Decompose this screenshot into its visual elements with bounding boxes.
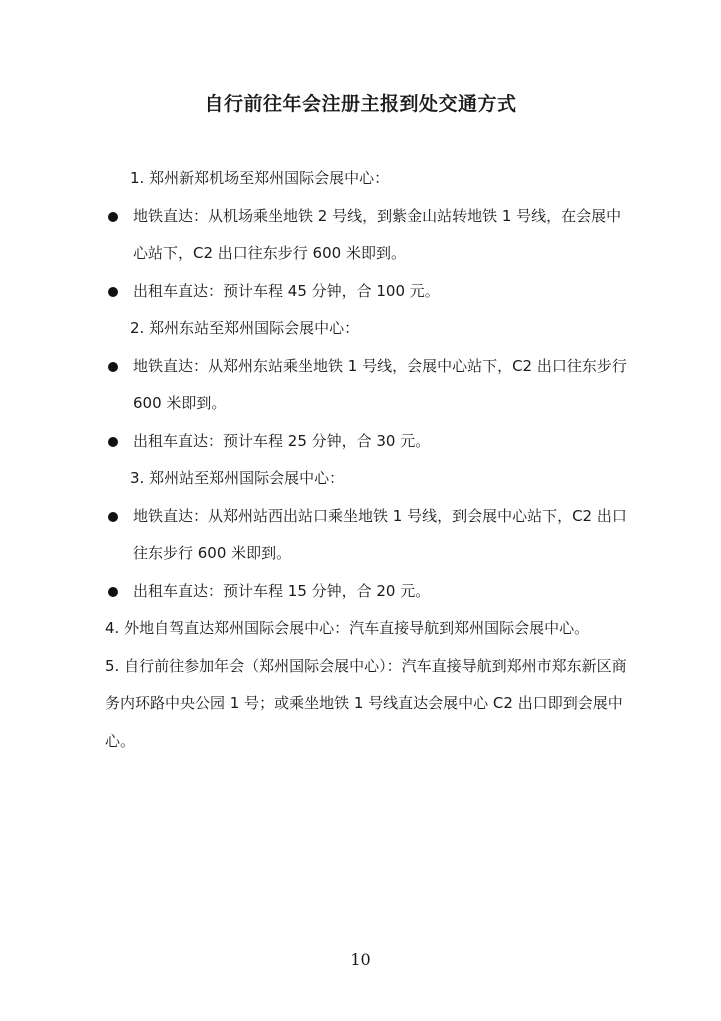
list-item-text: 地铁直达：从郑州东站乘坐地铁 1 号线，会展中心站下，C2 出口往东步行 600 米即到。 — [133, 356, 627, 412]
section-annual-meeting: 5. 自行前往参加年会（郑州国际会展中心）：汽车直接导航到郑州市郑东新区商务内环路中央公园 1 号；或乘坐地铁 1 号线直达会展中心 C2 出口即到会展中心。 — [105, 656, 627, 750]
list-item-text: 出租车直达：预计车程 45 分钟，合 100 元。 — [133, 281, 440, 300]
page-number: 10 — [350, 950, 371, 969]
document-body — [105, 160, 635, 760]
bullet-dot-icon — [108, 437, 118, 447]
list-item-east-station-metro — [105, 348, 635, 423]
list-item-airport-taxi — [105, 273, 635, 311]
bullet-dot-icon — [108, 362, 118, 372]
list-item-text: 出租车直达：预计车程 25 分钟，合 30 元。 — [133, 431, 431, 450]
section-heading-zhengzhou-station: 3. 郑州站至郑州国际会展中心： — [130, 469, 345, 487]
bullet-dot-icon — [108, 287, 118, 297]
section-self-drive: 4. 外地自驾直达郑州国际会展中心：汽车直接导航到郑州国际会展中心。 — [105, 619, 590, 637]
list-item-text: 地铁直达：从郑州站西出站口乘坐地铁 1 号线，到会展中心站下，C2 出口往东步行 600 米即到。 — [133, 506, 627, 562]
list-item-zhengzhou-station-metro — [105, 498, 635, 573]
list-item-text: 地铁直达：从机场乘坐地铁 2 号线，到紫金山站转地铁 1 号线，在会展中心站下，C2 出口往东步行 600 米即到。 — [133, 206, 622, 262]
list-item-text: 出租车直达：预计车程 15 分钟，合 20 元。 — [133, 581, 431, 600]
page-title: 自行前往年会注册主报到处交通方式 — [204, 93, 517, 115]
section-heading-east-station: 2. 郑州东站至郑州国际会展中心： — [130, 319, 360, 337]
bullet-dot-icon — [108, 512, 118, 522]
list-item-east-station-taxi — [105, 423, 635, 461]
list-item-zhengzhou-station-taxi — [105, 573, 635, 611]
section-heading-airport: 1. 郑州新郑机场至郑州国际会展中心： — [130, 169, 390, 187]
bullet-dot-icon — [108, 587, 118, 597]
bullet-dot-icon — [108, 212, 118, 222]
list-item-airport-metro — [105, 198, 635, 273]
